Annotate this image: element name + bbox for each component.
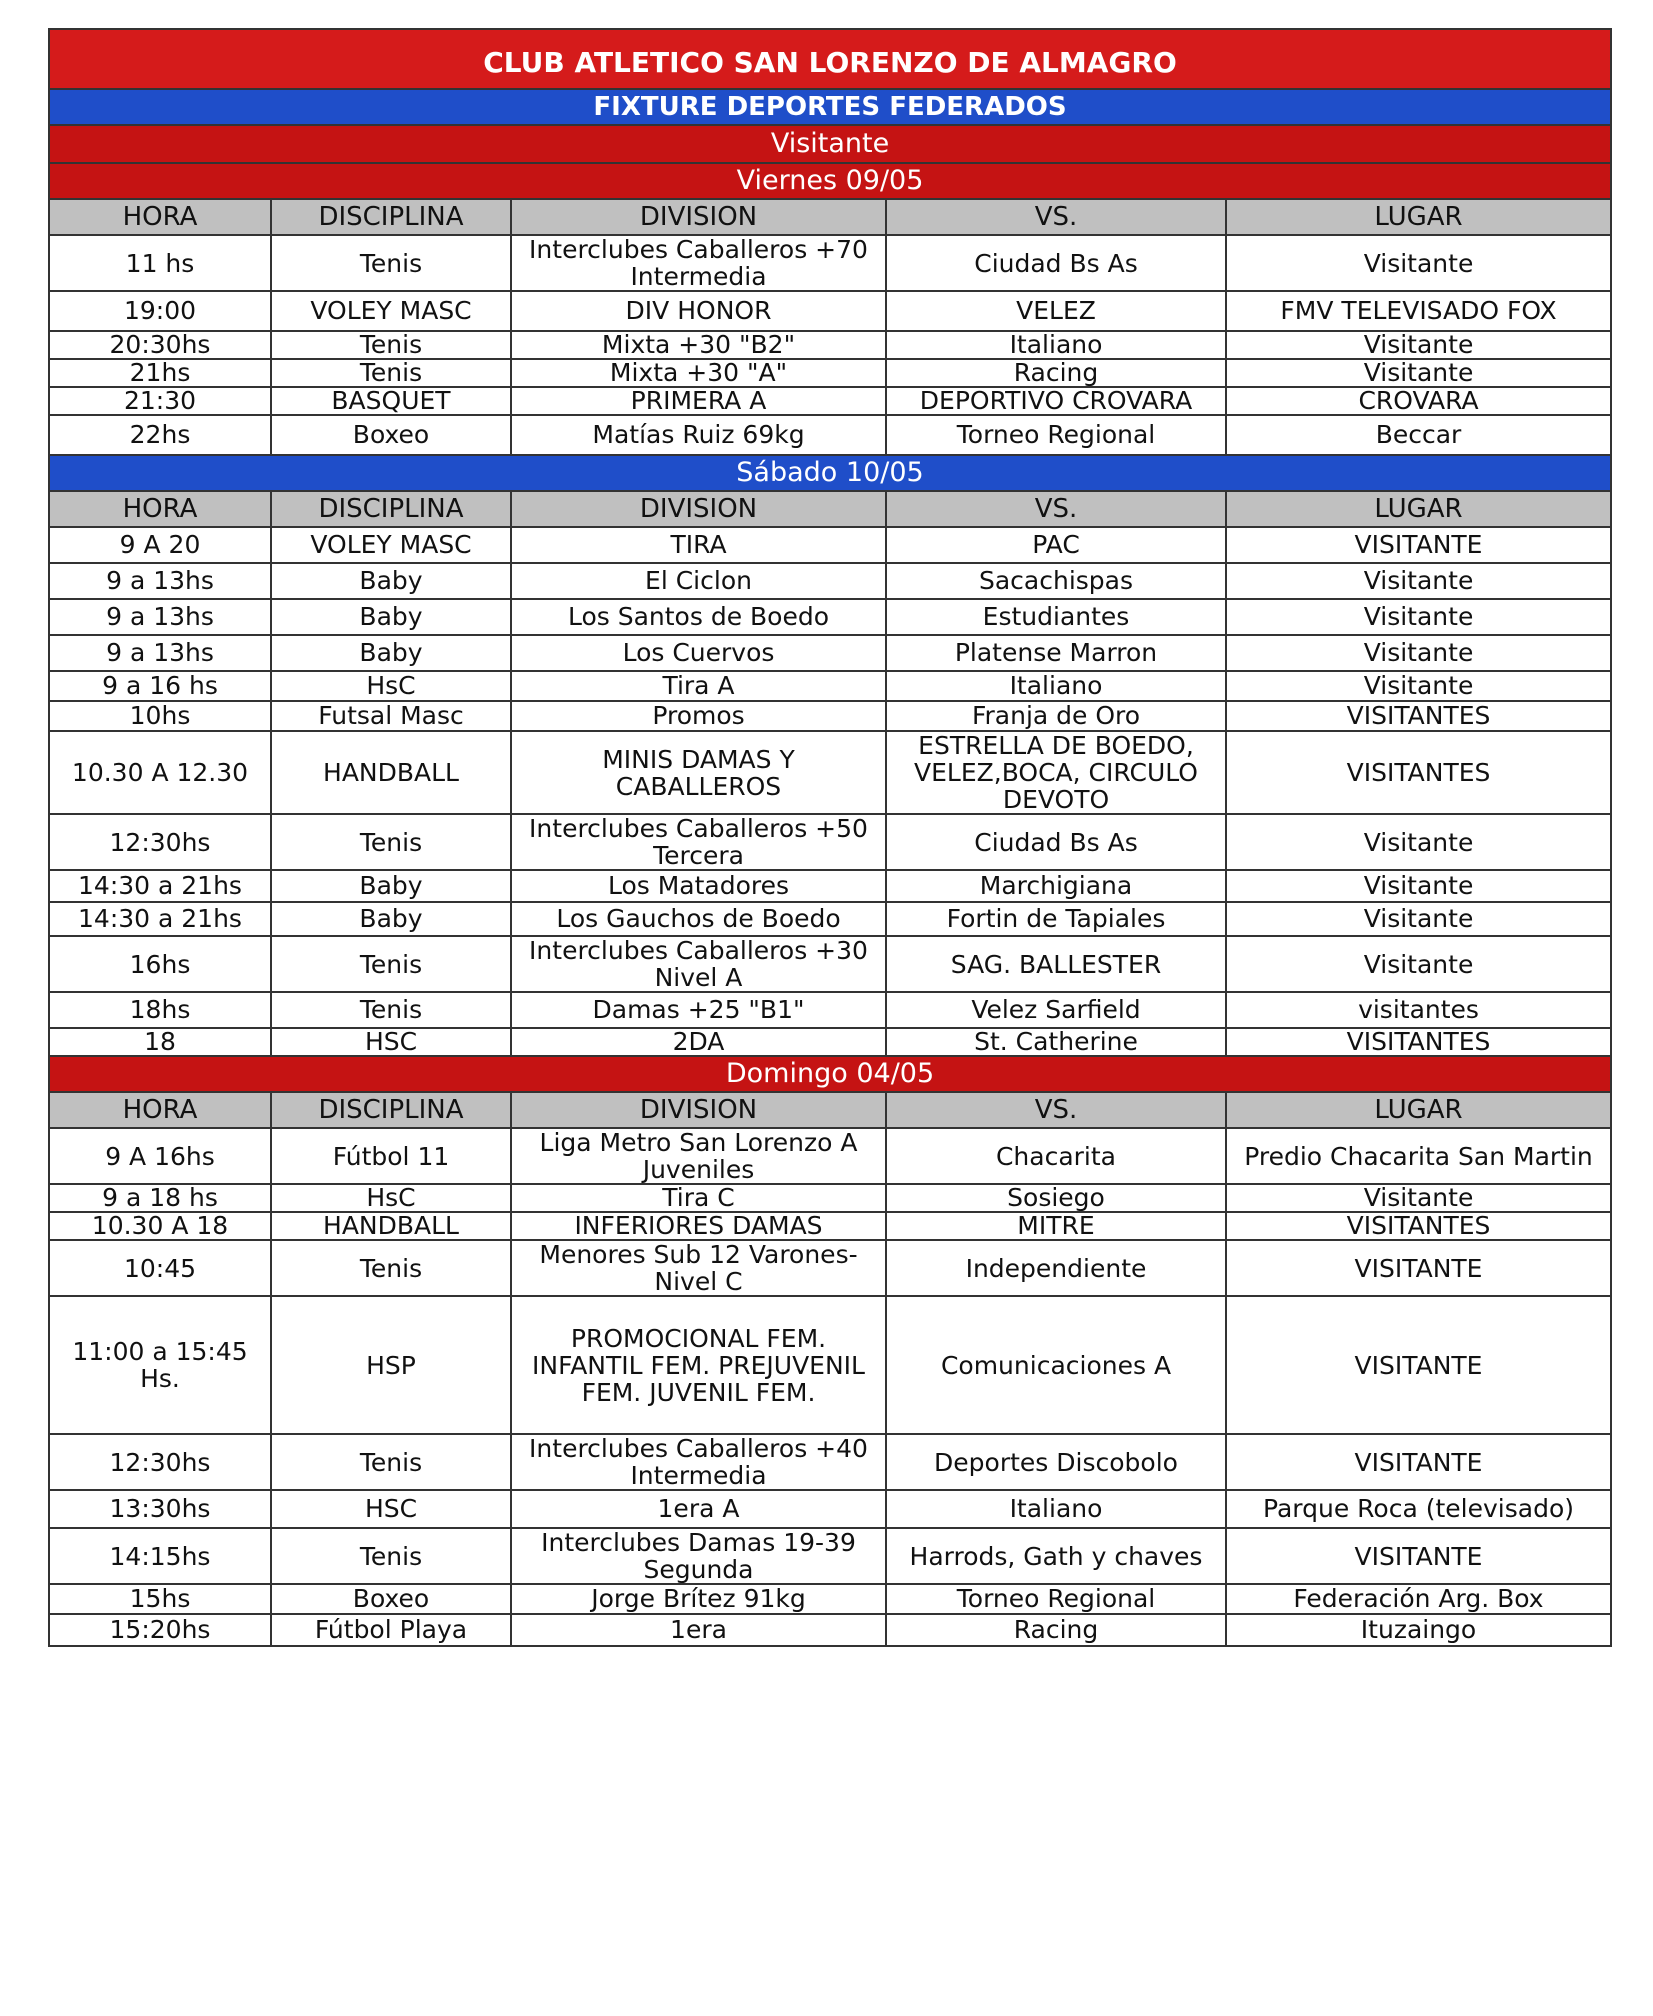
club-title-row [49,29,1611,89]
cell-vs: Ciudad Bs As [886,814,1226,870]
cell-vs: ESTRELLA DE BOEDO, VELEZ,BOCA, CIRCULO DEVOTO [886,731,1226,814]
condition-row [49,125,1611,163]
cell-vs: Italiano [886,1490,1226,1528]
cell-hora: 10.30 A 12.30 [49,731,271,814]
cell-division: Matías Ruiz 69kg [511,415,886,455]
fixture-sheet [48,28,1610,1647]
cell-division: Interclubes Caballeros +50 Tercera [511,814,886,870]
column-header-division: DIVISION [511,199,886,235]
cell-lugar: Visitante [1226,599,1611,635]
table-row [49,1296,1611,1434]
day-label: Sábado 10/05 [49,455,1611,491]
cell-vs: Comunicaciones A [886,1296,1226,1434]
cell-division: 2DA [511,1028,886,1056]
column-header-vs: VS. [886,1092,1226,1128]
cell-vs: SAG. BALLESTER [886,936,1226,992]
cell-lugar: VISITANTE [1226,1240,1611,1296]
cell-hora: 14:30 a 21hs [49,870,271,902]
cell-lugar: VISITANTES [1226,731,1611,814]
cell-vs: Ciudad Bs As [886,235,1226,291]
table-row [49,1434,1611,1490]
table-row [49,1490,1611,1528]
cell-division: El Ciclon [511,563,886,599]
cell-disciplina: Tenis [271,1434,511,1490]
cell-vs: DEPORTIVO CROVARA [886,387,1226,415]
cell-lugar: Predio Chacarita San Martin [1226,1128,1611,1184]
table-row [49,563,1611,599]
cell-hora: 19:00 [49,291,271,331]
cell-division: 1era A [511,1490,886,1528]
cell-division: 1era [511,1614,886,1646]
cell-vs: Sosiego [886,1184,1226,1212]
cell-lugar: Ituzaingo [1226,1614,1611,1646]
table-row [49,1184,1611,1212]
table-row [49,1584,1611,1614]
table-row [49,1240,1611,1296]
cell-division: Mixta +30 "A" [511,359,886,387]
column-header-lugar: LUGAR [1226,199,1611,235]
cell-lugar: Visitante [1226,671,1611,701]
cell-disciplina: HSC [271,1028,511,1056]
cell-vs: MITRE [886,1212,1226,1240]
cell-lugar: Visitante [1226,563,1611,599]
cell-hora: 15hs [49,1584,271,1614]
table-row [49,359,1611,387]
cell-lugar: Beccar [1226,415,1611,455]
cell-vs: Torneo Regional [886,1584,1226,1614]
cell-disciplina: Tenis [271,359,511,387]
cell-division: Los Cuervos [511,635,886,671]
cell-division: PROMOCIONAL FEM. INFANTIL FEM. PREJUVENIL FEM. JUVENIL FEM. [511,1296,886,1434]
cell-disciplina: Tenis [271,992,511,1028]
table-row [49,1528,1611,1584]
cell-vs: Fortin de Tapiales [886,902,1226,936]
cell-disciplina: HsC [271,671,511,701]
cell-division: Liga Metro San Lorenzo A Juveniles [511,1128,886,1184]
cell-vs: Sacachispas [886,563,1226,599]
cell-disciplina: HSC [271,1490,511,1528]
cell-lugar: Visitante [1226,936,1611,992]
cell-vs: Italiano [886,671,1226,701]
cell-hora: 18hs [49,992,271,1028]
day-band [49,455,1611,491]
cell-vs: Chacarita [886,1128,1226,1184]
cell-division: Tira A [511,671,886,701]
cell-vs: Harrods, Gath y chaves [886,1528,1226,1584]
cell-vs: St. Catherine [886,1028,1226,1056]
cell-disciplina: BASQUET [271,387,511,415]
cell-vs: Estudiantes [886,599,1226,635]
cell-lugar: VISITANTES [1226,1028,1611,1056]
column-header-disciplina: DISCIPLINA [271,491,511,527]
cell-lugar: Federación Arg. Box [1226,1584,1611,1614]
cell-hora: 9 a 13hs [49,635,271,671]
table-row [49,1614,1611,1646]
cell-division: PRIMERA A [511,387,886,415]
table-row [49,1028,1611,1056]
cell-lugar: VISITANTES [1226,1212,1611,1240]
cell-disciplina: Baby [271,902,511,936]
cell-hora: 9 a 16 hs [49,671,271,701]
cell-disciplina: Tenis [271,1240,511,1296]
cell-hora: 21:30 [49,387,271,415]
column-header-hora: HORA [49,1092,271,1128]
cell-lugar: Visitante [1226,235,1611,291]
table-row [49,1128,1611,1184]
cell-hora: 12:30hs [49,814,271,870]
table-row [49,527,1611,563]
cell-disciplina: Baby [271,870,511,902]
cell-lugar: Visitante [1226,870,1611,902]
cell-hora: 22hs [49,415,271,455]
cell-disciplina: Tenis [271,814,511,870]
cell-division: TIRA [511,527,886,563]
cell-hora: 12:30hs [49,1434,271,1490]
cell-lugar: Visitante [1226,359,1611,387]
cell-disciplina: Tenis [271,936,511,992]
cell-disciplina: Tenis [271,1528,511,1584]
cell-lugar: VISITANTE [1226,1434,1611,1490]
condition-label: Visitante [49,125,1611,163]
cell-lugar: Visitante [1226,331,1611,359]
cell-division: Jorge Brítez 91kg [511,1584,886,1614]
table-row [49,814,1611,870]
table-row [49,671,1611,701]
cell-disciplina: Baby [271,563,511,599]
cell-vs: Deportes Discobolo [886,1434,1226,1490]
cell-hora: 18 [49,1028,271,1056]
fixture-table [48,28,1612,1647]
column-header-disciplina: DISCIPLINA [271,199,511,235]
cell-lugar: Visitante [1226,814,1611,870]
table-row [49,415,1611,455]
subtitle-row [49,89,1611,125]
column-header-disciplina: DISCIPLINA [271,1092,511,1128]
cell-division: Interclubes Caballeros +30 Nivel A [511,936,886,992]
day-band [49,163,1611,199]
cell-division: DIV HONOR [511,291,886,331]
cell-disciplina: Fútbol 11 [271,1128,511,1184]
cell-hora: 10.30 A 18 [49,1212,271,1240]
table-row [49,731,1611,814]
cell-hora: 11:00 a 15:45 Hs. [49,1296,271,1434]
cell-hora: 14:15hs [49,1528,271,1584]
table-row [49,870,1611,902]
cell-vs: Independiente [886,1240,1226,1296]
cell-disciplina: Futsal Masc [271,701,511,731]
cell-vs: Torneo Regional [886,415,1226,455]
cell-hora: 11 hs [49,235,271,291]
table-row [49,1212,1611,1240]
table-row [49,701,1611,731]
cell-hora: 16hs [49,936,271,992]
cell-vs: Platense Marron [886,635,1226,671]
cell-division: Los Matadores [511,870,886,902]
cell-vs: Racing [886,1614,1226,1646]
cell-hora: 9 a 18 hs [49,1184,271,1212]
cell-division: Tira C [511,1184,886,1212]
cell-disciplina: VOLEY MASC [271,291,511,331]
column-header-division: DIVISION [511,1092,886,1128]
cell-vs: Velez Sarfield [886,992,1226,1028]
cell-lugar: visitantes [1226,992,1611,1028]
cell-lugar: Visitante [1226,1184,1611,1212]
cell-disciplina: Fútbol Playa [271,1614,511,1646]
cell-division: Los Gauchos de Boedo [511,902,886,936]
cell-division: MINIS DAMAS Y CABALLEROS [511,731,886,814]
cell-lugar: VISITANTE [1226,527,1611,563]
cell-disciplina: HANDBALL [271,1212,511,1240]
day-label: Domingo 04/05 [49,1056,1611,1092]
fixture-subtitle: FIXTURE DEPORTES FEDERADOS [49,89,1611,125]
day-band [49,1056,1611,1092]
cell-hora: 10:45 [49,1240,271,1296]
column-header-row [49,199,1611,235]
column-header-vs: VS. [886,491,1226,527]
cell-lugar: Parque Roca (televisado) [1226,1490,1611,1528]
cell-division: Promos [511,701,886,731]
column-header-division: DIVISION [511,491,886,527]
table-row [49,635,1611,671]
table-row [49,599,1611,635]
table-row [49,291,1611,331]
column-header-hora: HORA [49,491,271,527]
day-label: Viernes 09/05 [49,163,1611,199]
cell-lugar: FMV TELEVISADO FOX [1226,291,1611,331]
cell-disciplina: Boxeo [271,1584,511,1614]
cell-lugar: CROVARA [1226,387,1611,415]
table-row [49,936,1611,992]
cell-disciplina: Baby [271,635,511,671]
cell-disciplina: Baby [271,599,511,635]
column-header-hora: HORA [49,199,271,235]
table-row [49,387,1611,415]
cell-division: Menores Sub 12 Varones-Nivel C [511,1240,886,1296]
cell-lugar: VISITANTES [1226,701,1611,731]
table-row [49,992,1611,1028]
cell-lugar: VISITANTE [1226,1528,1611,1584]
cell-lugar: VISITANTE [1226,1296,1611,1434]
cell-hora: 9 a 13hs [49,599,271,635]
cell-disciplina: HsC [271,1184,511,1212]
cell-disciplina: HSP [271,1296,511,1434]
table-row [49,235,1611,291]
cell-vs: Racing [886,359,1226,387]
table-row [49,902,1611,936]
cell-hora: 9 a 13hs [49,563,271,599]
cell-division: Interclubes Damas 19-39 Segunda [511,1528,886,1584]
cell-disciplina: Tenis [271,235,511,291]
cell-vs: VELEZ [886,291,1226,331]
table-row [49,331,1611,359]
cell-division: Interclubes Caballeros +40 Intermedia [511,1434,886,1490]
cell-vs: Italiano [886,331,1226,359]
cell-disciplina: Tenis [271,331,511,359]
cell-hora: 21hs [49,359,271,387]
cell-division: Interclubes Caballeros +70 Intermedia [511,235,886,291]
cell-hora: 20:30hs [49,331,271,359]
column-header-row [49,1092,1611,1128]
cell-vs: Marchigiana [886,870,1226,902]
cell-hora: 9 A 20 [49,527,271,563]
cell-division: Damas +25 "B1" [511,992,886,1028]
cell-division: Los Santos de Boedo [511,599,886,635]
cell-lugar: Visitante [1226,902,1611,936]
cell-vs: PAC [886,527,1226,563]
cell-disciplina: VOLEY MASC [271,527,511,563]
cell-hora: 15:20hs [49,1614,271,1646]
column-header-vs: VS. [886,199,1226,235]
cell-lugar: Visitante [1226,635,1611,671]
club-title: CLUB ATLETICO SAN LORENZO DE ALMAGRO [49,29,1611,89]
cell-disciplina: Boxeo [271,415,511,455]
cell-division: INFERIORES DAMAS [511,1212,886,1240]
column-header-lugar: LUGAR [1226,1092,1611,1128]
cell-hora: 9 A 16hs [49,1128,271,1184]
cell-hora: 13:30hs [49,1490,271,1528]
column-header-lugar: LUGAR [1226,491,1611,527]
cell-hora: 14:30 a 21hs [49,902,271,936]
cell-hora: 10hs [49,701,271,731]
column-header-row [49,491,1611,527]
cell-vs: Franja de Oro [886,701,1226,731]
cell-disciplina: HANDBALL [271,731,511,814]
cell-division: Mixta +30 "B2" [511,331,886,359]
